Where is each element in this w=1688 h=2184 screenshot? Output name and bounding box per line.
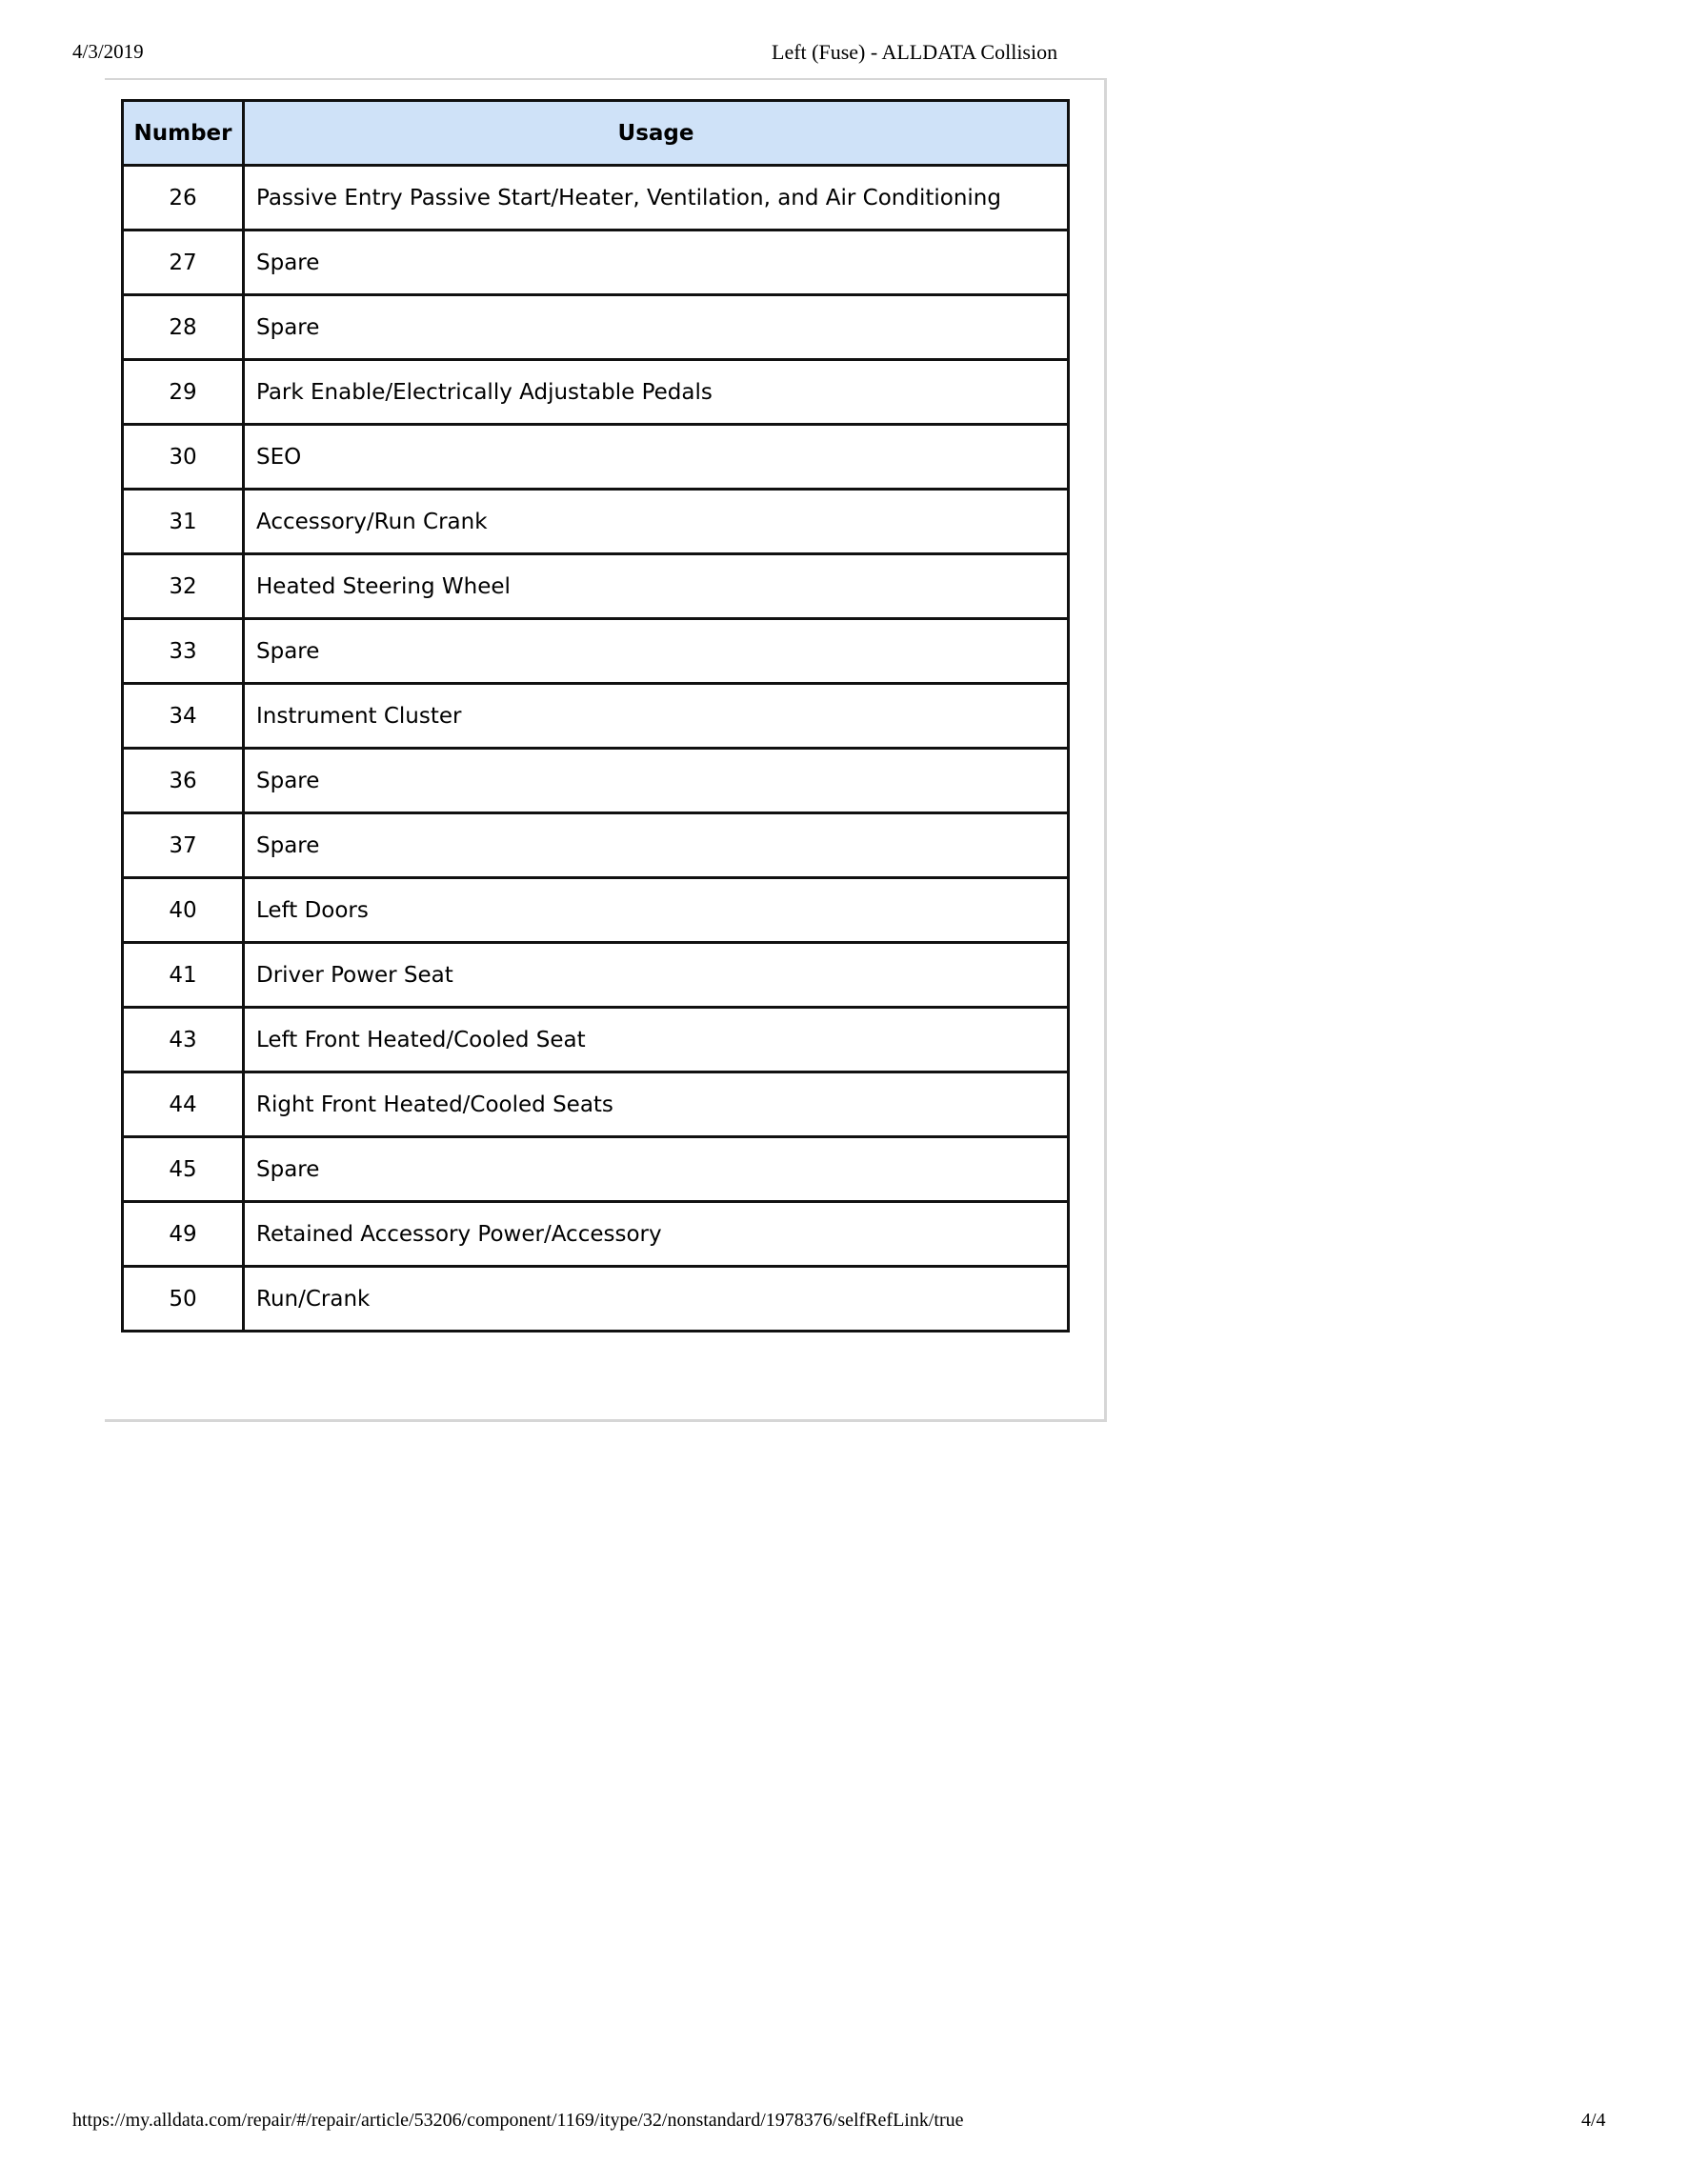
fuse-number-cell: 50 xyxy=(123,1267,244,1332)
fuse-usage-cell: Spare xyxy=(244,295,1069,360)
table-row xyxy=(123,813,1069,878)
fuse-number-cell: 31 xyxy=(123,490,244,554)
fuse-usage-cell: Passive Entry Passive Start/Heater, Ventilation, and Air Conditioning xyxy=(244,166,1069,230)
fuse-usage-cell: Right Front Heated/Cooled Seats xyxy=(244,1072,1069,1137)
table-row xyxy=(123,749,1069,813)
fuse-usage-cell: Spare xyxy=(244,619,1069,684)
table-body xyxy=(123,166,1069,1332)
table-header-row xyxy=(123,101,1069,166)
fuse-number-cell: 34 xyxy=(123,684,244,749)
table-row xyxy=(123,878,1069,943)
print-url: https://my.alldata.com/repair/#/repair/article/53206/component/1169/itype/32/nonstandard/1978376/selfRefLink/true xyxy=(72,2110,964,2131)
fuse-number-cell: 45 xyxy=(123,1137,244,1202)
table-row xyxy=(123,1072,1069,1137)
fuse-number-cell: 27 xyxy=(123,230,244,295)
fuse-number-cell: 40 xyxy=(123,878,244,943)
fuse-usage-cell: Left Doors xyxy=(244,878,1069,943)
table-row xyxy=(123,1267,1069,1332)
fuse-usage-cell: Spare xyxy=(244,749,1069,813)
table-row xyxy=(123,490,1069,554)
fuse-usage-cell: Run/Crank xyxy=(244,1267,1069,1332)
fuse-number-cell: 43 xyxy=(123,1008,244,1072)
fuse-number-cell: 37 xyxy=(123,813,244,878)
fuse-number-cell: 36 xyxy=(123,749,244,813)
table-row xyxy=(123,554,1069,619)
column-header-usage: Usage xyxy=(244,101,1069,166)
fuse-usage-table xyxy=(121,99,1070,1332)
print-title: Left (Fuse) - ALLDATA Collision xyxy=(772,40,1058,64)
fuse-number-cell: 32 xyxy=(123,554,244,619)
fuse-number-cell: 33 xyxy=(123,619,244,684)
fuse-usage-cell: SEO xyxy=(244,425,1069,490)
fuse-number-cell: 44 xyxy=(123,1072,244,1137)
fuse-number-cell: 28 xyxy=(123,295,244,360)
table-row xyxy=(123,1008,1069,1072)
table-row xyxy=(123,684,1069,749)
fuse-usage-cell: Driver Power Seat xyxy=(244,943,1069,1008)
table-row xyxy=(123,425,1069,490)
column-header-number: Number xyxy=(123,101,244,166)
print-date: 4/3/2019 xyxy=(72,40,144,63)
fuse-usage-cell: Spare xyxy=(244,230,1069,295)
table-row xyxy=(123,619,1069,684)
fuse-number-cell: 41 xyxy=(123,943,244,1008)
table-row xyxy=(123,1137,1069,1202)
fuse-usage-cell: Retained Accessory Power/Accessory xyxy=(244,1202,1069,1267)
fuse-number-cell: 49 xyxy=(123,1202,244,1267)
fuse-usage-cell: Left Front Heated/Cooled Seat xyxy=(244,1008,1069,1072)
table-row xyxy=(123,360,1069,425)
table-row xyxy=(123,166,1069,230)
fuse-usage-cell: Spare xyxy=(244,813,1069,878)
table-row xyxy=(123,1202,1069,1267)
table-row xyxy=(123,230,1069,295)
fuse-usage-cell: Accessory/Run Crank xyxy=(244,490,1069,554)
fuse-number-cell: 26 xyxy=(123,166,244,230)
page-number: 4/4 xyxy=(1581,2110,1606,2131)
fuse-usage-cell: Instrument Cluster xyxy=(244,684,1069,749)
fuse-number-cell: 30 xyxy=(123,425,244,490)
table-row xyxy=(123,943,1069,1008)
fuse-usage-cell: Park Enable/Electrically Adjustable Pedals xyxy=(244,360,1069,425)
fuse-number-cell: 29 xyxy=(123,360,244,425)
fuse-usage-cell: Heated Steering Wheel xyxy=(244,554,1069,619)
fuse-usage-cell: Spare xyxy=(244,1137,1069,1202)
table-row xyxy=(123,295,1069,360)
